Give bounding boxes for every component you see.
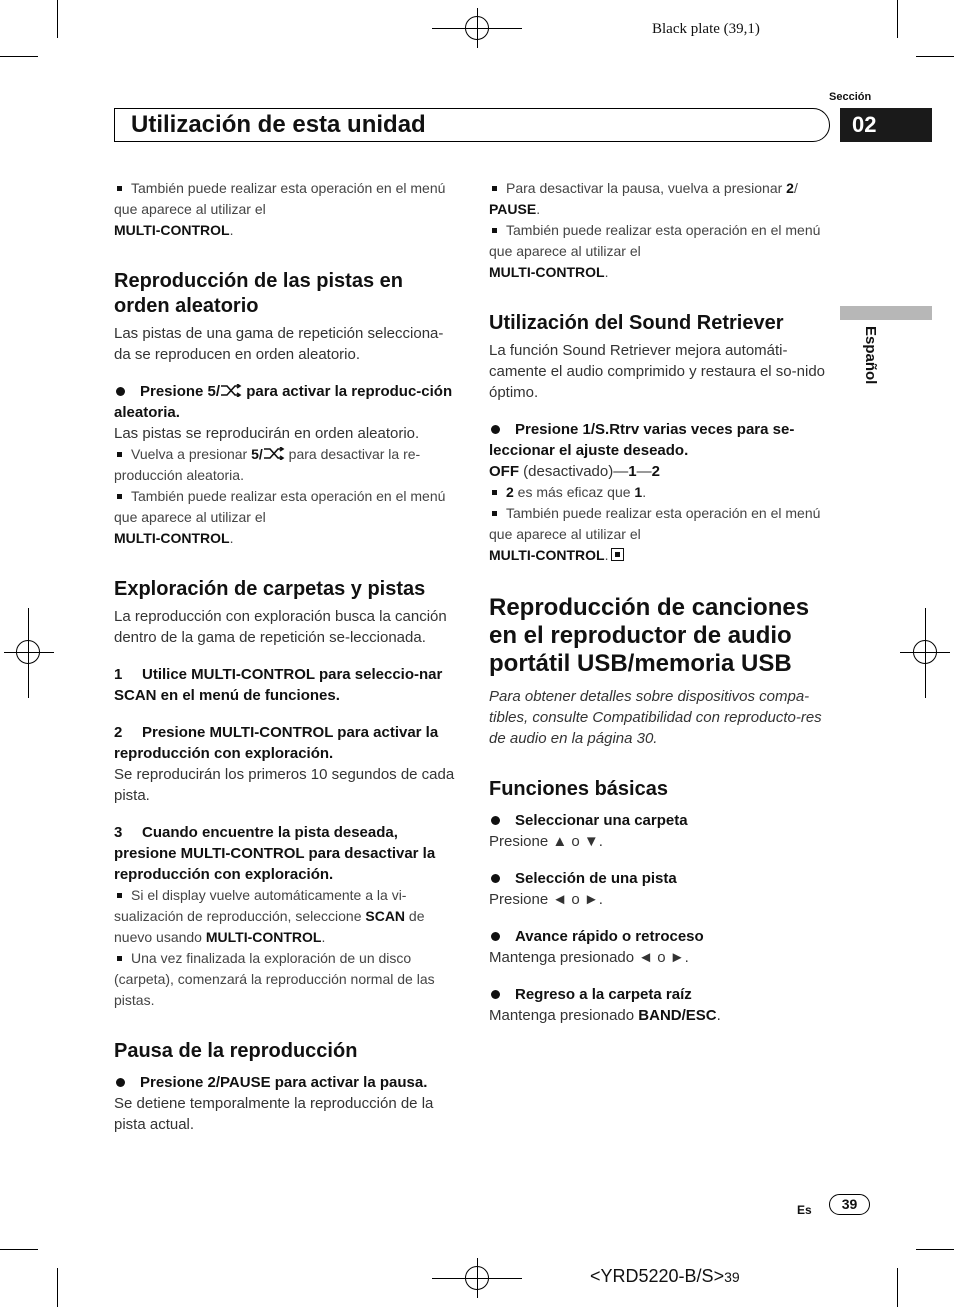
section-heading-basic: Funciones básicas (489, 778, 668, 800)
crop-mark (57, 1268, 58, 1307)
section-heading-random: Reproducción de las pistas en orden aleatorio (114, 270, 403, 317)
header-bar (114, 108, 830, 142)
note-bullet (117, 893, 122, 898)
basic-item-title: Regreso a la carpeta raíz (489, 984, 835, 1005)
note: Si el display vuelve automáticamente a la vi-sualización de reproducción, seleccione SCAN de nuevo usando MULTI-CONTROL. (114, 887, 425, 945)
crop-mark (0, 1249, 38, 1250)
section-label: Sección (829, 91, 872, 103)
step-bullet (491, 425, 500, 434)
step-bullet (491, 932, 500, 941)
section-heading-scan: Exploración de carpetas y pistas (114, 578, 426, 600)
page-number: 39 (829, 1194, 870, 1215)
registration-circle (913, 640, 937, 664)
section-heading-pause: Pausa de la reproducción (114, 1040, 358, 1062)
language-code: Es (797, 1203, 812, 1217)
note: También puede realizar esta operación en el menú que aparece al utilizar el MULTI-CONTROL. (489, 505, 821, 563)
note-bullet (117, 452, 122, 457)
basic-item-title: Seleccionar una carpeta (489, 810, 835, 831)
crop-mark (57, 0, 58, 38)
right-column (489, 178, 835, 1026)
note-bullet (117, 494, 122, 499)
step-bullet (491, 874, 500, 883)
crop-mark (916, 1249, 954, 1250)
basic-item-text: Mantenga presionado BAND/ESC. (489, 1007, 721, 1024)
note: Una vez finalizada la exploración de un disco (carpeta), comenzará la reproducción normal de las pistas. (114, 950, 435, 1008)
section-heading-usb: Reproducción de canciones en el reproductor de audio portátil USB/memoria USB (489, 594, 810, 677)
section-number: 02 (840, 108, 932, 142)
page-title: Utilización de esta unidad (131, 111, 426, 138)
scan-step-1: 1 Utilice MULTI-CONTROL para seleccio-nar SCAN en el menú de funciones. (114, 666, 443, 704)
crop-mark (897, 1268, 898, 1307)
note: También puede realizar esta operación en el menú que aparece al utilizar el MULTI-CONTROL. (114, 488, 446, 546)
sound-options: OFF (desactivado)—1—2 (489, 463, 660, 480)
note: Vuelva a presionar 5/ para desactivar la re-producción aleatoria. (114, 446, 421, 483)
scan-intro: La reproducción con exploración busca la canción dentro de la gama de repetición se-leccionada. (114, 608, 447, 646)
step-bullet (116, 1078, 125, 1087)
step-bullet (491, 990, 500, 999)
pause-result: Se detiene temporalmente la reproducción de la pista actual. (114, 1095, 434, 1133)
registration-circle (465, 1266, 489, 1290)
usb-compatibility-note: Para obtener detalles sobre dispositivos compa-tibles, consulte Compatibilidad con reproducto-res de audio en la página 30. (489, 688, 822, 747)
sound-intro: La función Sound Retriever mejora automáti-camente el audio comprimido y restaura el so-nido óptimo. (489, 342, 825, 401)
crop-mark (0, 56, 38, 57)
note-bullet (492, 228, 497, 233)
language-label: Español (862, 326, 879, 385)
note-bullet (117, 956, 122, 961)
pause-step: Presione 2/PAUSE para activar la pausa. (114, 1072, 460, 1093)
step-bullet (491, 816, 500, 825)
section-heading-sound-retriever: Utilización del Sound Retriever (489, 312, 784, 334)
registration-circle (16, 640, 40, 664)
note-bullet (492, 186, 497, 191)
random-intro: Las pistas de una gama de repetición selecciona-da se reproducen en orden aleatorio. (114, 325, 444, 363)
language-tab (840, 306, 932, 320)
random-result: Las pistas se reproducirán en orden aleatorio. (114, 425, 420, 442)
note-bullet (492, 490, 497, 495)
step-bullet (116, 387, 125, 396)
basic-item-title: Avance rápido o retroceso (489, 926, 835, 947)
basic-item-text: Presione ◄ o ►. (489, 891, 603, 908)
basic-item-text: Mantenga presionado ◄ o ►. (489, 949, 689, 966)
random-step: Presione 5/ para activar la reproduc-ción aleatoria. (114, 383, 453, 421)
note: 2 es más eficaz que 1. (489, 482, 835, 503)
left-column (114, 178, 460, 1135)
end-of-section-icon (611, 548, 624, 561)
scan-step-2: 2 Presione MULTI-CONTROL para activar la reproducción con exploración. (114, 724, 439, 762)
crop-mark (897, 0, 898, 38)
sound-step: Presione 1/S.Rtrv varias veces para se-leccionar el ajuste deseado. (489, 421, 795, 459)
note: También puede realizar esta operación en el menú que aparece al utilizar el MULTI-CONTROL. (489, 222, 821, 280)
plate-label: Black plate (39,1) (652, 21, 760, 37)
note: Para desactivar la pausa, vuelva a presionar 2/ PAUSE. (489, 180, 798, 217)
shuffle-icon (220, 384, 242, 397)
crop-mark (916, 56, 954, 57)
shuffle-icon (263, 447, 285, 460)
scan-step-3: 3 Cuando encuentre la pista deseada, presione MULTI-CONTROL para desactivar la reproducción con exploración. (114, 824, 436, 883)
note: También puede realizar esta operación en el menú que aparece al utilizar el MULTI-CONTROL. (114, 180, 446, 238)
basic-item-title: Selección de una pista (489, 868, 835, 889)
model-code: <YRD5220-B/S>39 (590, 1266, 740, 1286)
registration-circle (465, 16, 489, 40)
note-bullet (492, 511, 497, 516)
note-bullet (117, 186, 122, 191)
basic-item-text: Presione ▲ o ▼. (489, 833, 603, 850)
scan-step-2-result: Se reproducirán los primeros 10 segundos de cada pista. (114, 766, 455, 804)
